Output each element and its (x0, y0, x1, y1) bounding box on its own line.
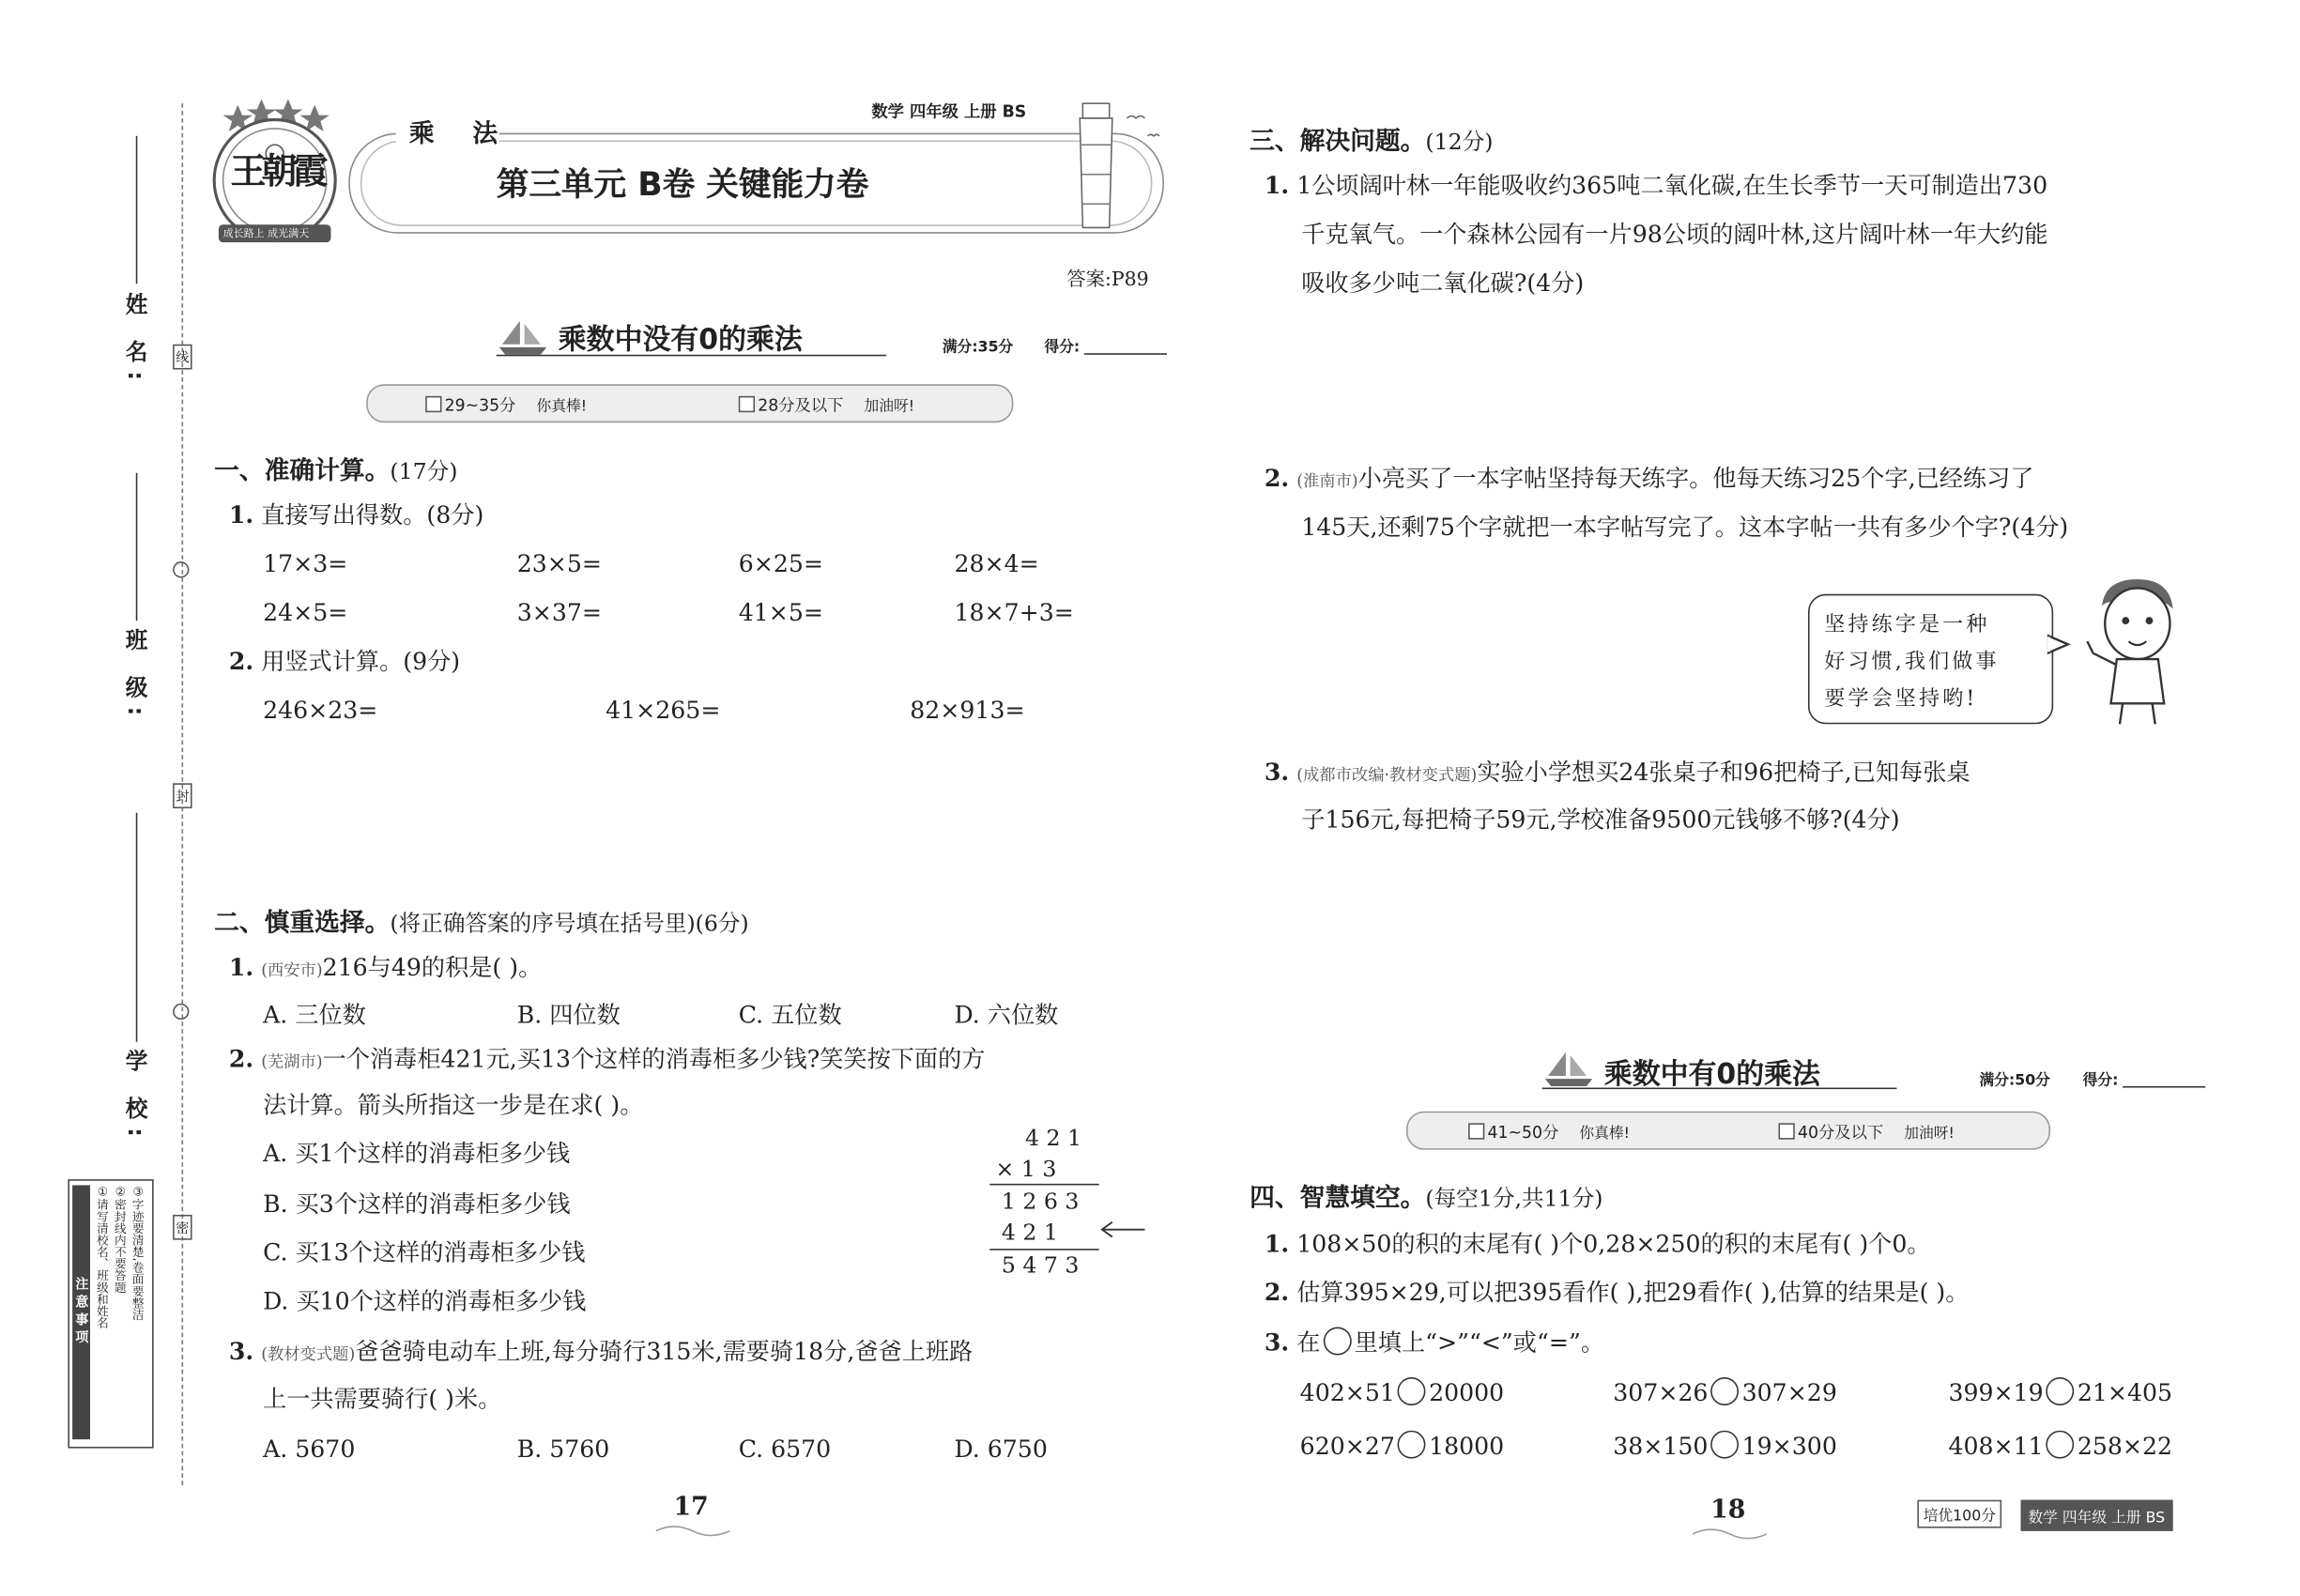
rating-low[interactable] (739, 393, 914, 417)
answer-ref: 答案:P89 (1066, 269, 1149, 292)
calc-item: 28×4= (954, 549, 1039, 578)
q-tag: (成都市改编·教材变式题) (1296, 765, 1478, 785)
compare-item (1948, 1369, 2172, 1418)
part-b-score-label: 得分: (2082, 1072, 2119, 1090)
s4-q3-pre: 在 (1296, 1328, 1321, 1358)
option[interactable]: A. 买1个这样的消毒柜多少钱 (263, 1139, 571, 1168)
logo-text: 王朝霞 (230, 148, 324, 192)
calc-item: 246×23= (263, 696, 378, 725)
part-b-score-field[interactable] (2123, 1086, 2205, 1088)
s1-q1-text: 直接写出得数。(8分) (261, 500, 484, 529)
checkbox-icon[interactable] (1468, 1123, 1484, 1139)
s3-q1-text-3: 吸收多少吨二氧化碳?(4分) (1301, 269, 1585, 298)
s3-q2-text-2: 145天,还剩75个字就把一本字帖写完了。这本字帖一共有多少个字?(4分) (1301, 513, 2069, 542)
section-3-title (1250, 120, 1493, 157)
section-1-title (214, 450, 457, 486)
notice-box (68, 1179, 153, 1448)
section-3-heading: 三、解决问题。 (1250, 127, 1426, 157)
page-number-left: 17 (673, 1492, 709, 1523)
compare-right: 21×405 (2077, 1378, 2173, 1407)
notice-item: ①请写清校名、班级和姓名 (96, 1185, 110, 1329)
option[interactable]: D. 六位数 (954, 1000, 1059, 1029)
calc-rule (989, 1184, 1098, 1186)
mi-mark: 密 (173, 1215, 192, 1240)
compare-circle-icon[interactable] (1711, 1431, 1740, 1459)
notice-title: 注意事项 (72, 1185, 90, 1439)
binding-hole-icon (173, 561, 189, 577)
option[interactable]: B. 5760 (516, 1435, 610, 1464)
name-label: 姓 名: (122, 292, 149, 390)
class-label: 班 级: (122, 627, 149, 725)
s3-q1-text-1: 1公顷阔叶林一年能吸收约365吨二氧化碳,在生长季节一天可制造出730 (1296, 171, 2048, 200)
chapter-label: 乘 法 (408, 119, 513, 149)
s1-q2: 2. 用竖式计算。(9分) (228, 647, 461, 676)
section-2-heading: 二、慎重选择。 (214, 909, 391, 939)
s4-q1: 1. 108×50的积的末尾有( )个0,28×250的积的末尾有( )个0。 (1264, 1229, 1931, 1258)
compare-right: 19×300 (1741, 1432, 1837, 1461)
section-4-heading: 四、智慧填空。 (1250, 1183, 1426, 1214)
s3-q2-text-1: 小亮买了一本字帖坚持每天练字。他每天练习25个字,已经练习了 (1357, 464, 2034, 493)
section-1-heading: 一、准确计算。 (214, 456, 391, 486)
calc-item: 41×265= (606, 696, 721, 725)
compare-item (1300, 1369, 1504, 1418)
logo-slogan: 成长路上 成光满天 (222, 227, 310, 240)
part-b-title-underline (1542, 1088, 1897, 1090)
school-line[interactable] (136, 813, 138, 1042)
calc-rule (989, 1249, 1098, 1251)
compare-left: 38×150 (1613, 1432, 1709, 1461)
s4-q1-text: 108×50的积的末尾有( )个0,28×250的积的末尾有( )个0。 (1296, 1229, 1931, 1258)
rating-low-range: 40分及以下 (1797, 1123, 1884, 1143)
option[interactable]: B. 四位数 (516, 1000, 621, 1029)
class-line[interactable] (136, 473, 138, 621)
option[interactable]: D. 6750 (954, 1435, 1048, 1464)
s3-q3: 3. (成都市改编·教材变式题)实验小学想买24张桌子和96把椅子,已知每张桌 (1264, 758, 1970, 787)
part-a-title: 乘数中没有0的乘法 (558, 323, 803, 357)
option[interactable]: D. 买10个这样的消毒柜多少钱 (263, 1287, 587, 1315)
lighthouse-icon (1074, 100, 1172, 234)
footer-info: 数学 四年级 上册 BS (2021, 1500, 2172, 1531)
rating-low[interactable] (1778, 1120, 1954, 1143)
calc-item: 23×5= (516, 549, 602, 578)
compare-right: 258×22 (2077, 1432, 2173, 1461)
calc-item: 3×37= (516, 598, 602, 627)
page-wave-icon (1693, 1525, 1767, 1540)
notice-item: ③字迹要清楚,卷面要整洁 (131, 1185, 146, 1321)
school-label: 学 校: (122, 1049, 149, 1146)
checkbox-icon[interactable] (739, 396, 755, 412)
section-2-title (214, 901, 749, 938)
compare-circle-icon[interactable] (1398, 1431, 1426, 1459)
calc-item: 6×25= (738, 549, 824, 578)
q-tag: (芜湖市) (261, 1051, 323, 1072)
s2-q3-text-2: 上一共需要骑行( )米。 (263, 1384, 502, 1413)
name-line[interactable] (136, 136, 138, 284)
s1-q2-text: 用竖式计算。(9分) (261, 647, 461, 676)
option[interactable]: B. 买3个这样的消毒柜多少钱 (263, 1189, 571, 1219)
calc-row: 5 4 7 3 (1001, 1251, 1080, 1279)
option[interactable]: A. 5670 (263, 1435, 356, 1464)
rating-good-text: 你真棒! (536, 399, 588, 416)
calc-item: 24×5= (263, 598, 348, 627)
bubble-line: 坚持练字是一种 (1824, 613, 1990, 637)
option[interactable]: A. 三位数 (263, 1000, 366, 1029)
s2-q3-text-1: 爸爸骑电动车上班,每分骑行315米,需要骑18分,爸爸上班路 (355, 1337, 974, 1366)
section-4-title (1250, 1176, 1602, 1213)
section-3-points: (12分) (1425, 128, 1494, 156)
line-mark: 线 (173, 345, 192, 370)
compare-left: 399×19 (1948, 1378, 2044, 1407)
rating-low-text: 加油呀! (864, 399, 915, 416)
s3-q1: 1. 1公顷阔叶林一年能吸收约365吨二氧化碳,在生长季节一天可制造出730 (1264, 171, 2048, 200)
q-tag: (西安市) (261, 960, 323, 980)
grade-meta: 数学 四年级 上册 BS (871, 101, 1027, 122)
option[interactable]: C. 买13个这样的消毒柜多少钱 (263, 1238, 586, 1267)
s4-q3: 3. 在 里填上“>”“<”或“=”。 (1264, 1328, 1605, 1358)
calc-item: 41×5= (738, 598, 824, 627)
s2-q1-text: 216与49的积是( )。 (322, 953, 543, 982)
notice-item: ②密封线内不要答题 (114, 1185, 128, 1294)
rating-good[interactable] (425, 393, 587, 417)
s2-q3: 3. (教材变式题)爸爸骑电动车上班,每分骑行315米,需要骑18分,爸爸上班路 (228, 1337, 974, 1366)
s2-q2: 2. (芜湖市)一个消毒柜421元,买13个这样的消毒柜多少钱?笑笑按下面的方 (228, 1044, 986, 1073)
checkbox-icon[interactable] (1778, 1123, 1794, 1139)
s3-q3-text-1: 实验小学想买24张桌子和96把椅子,已知每张桌 (1477, 758, 1970, 787)
arrow-left-icon (1099, 1220, 1146, 1238)
part-a-score-field[interactable] (1084, 353, 1167, 355)
compare-circle-icon[interactable] (2047, 1431, 2075, 1459)
section-4-points: (每空1分,共11分) (1425, 1185, 1603, 1212)
compare-left: 620×27 (1299, 1432, 1395, 1461)
compare-circle-icon[interactable] (2047, 1377, 2075, 1405)
page-title: 第三单元 B卷 关键能力卷 (496, 166, 869, 205)
rating-good-text: 你真棒! (1579, 1126, 1630, 1143)
part-b-full-score: 满分:50分 (1979, 1072, 2050, 1090)
compare-left: 307×26 (1613, 1378, 1709, 1407)
option[interactable]: C. 6570 (738, 1435, 832, 1464)
calc-item: 17×3= (263, 549, 348, 578)
compare-circle-icon[interactable] (1711, 1377, 1740, 1405)
s4-q2-text: 估算395×29,可以把395看作( ),把29看作( ),估算的结果是( )。 (1296, 1278, 1970, 1307)
s3-q2: 2. (淮南市)小亮买了一本字帖坚持每天练字。他每天练习25个字,已经练习了 (1264, 464, 2034, 493)
s4-q3-post: 里填上“>”“<”或“=”。 (1354, 1328, 1605, 1358)
rating-good-range: 29~35分 (444, 395, 516, 416)
option[interactable]: C. 五位数 (738, 1000, 842, 1029)
sailboat-icon (497, 317, 550, 356)
calc-row: × 1 3 (995, 1155, 1057, 1183)
section-2-points: (将正确答案的序号填在括号里)(6分) (390, 910, 749, 937)
s3-q1-text-2: 千克氧气。一个森林公园有一片98公顷的阔叶林,这片阔叶林一年大约能 (1301, 220, 2048, 249)
q-tag: (淮南市) (1296, 471, 1358, 491)
compare-left: 408×11 (1948, 1432, 2044, 1461)
s2-q2-text-2: 法计算。箭头所指这一步是在求( )。 (263, 1090, 644, 1119)
binding-hole-icon (173, 1004, 189, 1020)
bubble-line: 好习惯,我们做事 (1824, 650, 2000, 674)
part-a-title-underline (497, 355, 886, 357)
boy-character-icon (2076, 574, 2194, 728)
compare-right: 18000 (1429, 1432, 1505, 1461)
calc-row: 4 2 1 (1001, 1219, 1058, 1246)
bubble-text (1824, 607, 1999, 718)
q-tag: (教材变式题) (261, 1344, 356, 1364)
compare-item (1613, 1421, 1837, 1470)
part-a-score-label: 得分: (1044, 340, 1081, 357)
seal-mark: 封 (173, 783, 192, 808)
compare-circle-icon[interactable] (1398, 1377, 1426, 1405)
calc-item: 82×913= (910, 696, 1025, 725)
s2-q2-text-1: 一个消毒柜421元,买13个这样的消毒柜多少钱?笑笑按下面的方 (322, 1044, 986, 1073)
s2-q1: 1. (西安市)216与49的积是( )。 (228, 953, 543, 982)
s1-q1: 1. 直接写出得数。(8分) (228, 500, 484, 529)
calc-row: 4 2 1 (1025, 1124, 1082, 1152)
compare-item (1613, 1369, 1837, 1418)
footer-brand: 培优100分 (1917, 1500, 2001, 1528)
compare-item (1300, 1421, 1504, 1470)
s4-q2: 2. 估算395×29,可以把395看作( ),把29看作( ),估算的结果是( )。 (1264, 1278, 1970, 1307)
compare-right: 20000 (1429, 1378, 1505, 1407)
rating-good[interactable] (1468, 1120, 1630, 1143)
compare-circle-icon (1324, 1327, 1352, 1356)
compare-item (1948, 1421, 2172, 1470)
calc-item: 18×7+3= (954, 598, 1074, 627)
rating-good-range: 41~50分 (1487, 1123, 1559, 1143)
section-1-points: (17分) (390, 457, 458, 485)
compare-left: 402×51 (1299, 1378, 1395, 1407)
rating-low-text: 加油呀! (1904, 1126, 1955, 1143)
compare-right: 307×29 (1741, 1378, 1837, 1407)
s3-q3-text-2: 子156元,每把椅子59元,学校准备9500元钱够不够?(4分) (1301, 805, 1900, 834)
checkbox-icon[interactable] (425, 396, 441, 412)
page-number-right: 18 (1710, 1495, 1746, 1526)
bubble-line: 要学会坚持哟! (1824, 686, 1978, 712)
page-wave-icon (656, 1522, 730, 1537)
part-a-full-score: 满分:35分 (942, 340, 1014, 357)
rating-low-range: 28分及以下 (758, 395, 844, 416)
part-b-title: 乘数中有0的乘法 (1603, 1058, 1820, 1091)
calc-row: 1 2 6 3 (1001, 1188, 1080, 1215)
sailboat-icon (1542, 1050, 1596, 1088)
bubble-tail-icon (2047, 633, 2071, 656)
